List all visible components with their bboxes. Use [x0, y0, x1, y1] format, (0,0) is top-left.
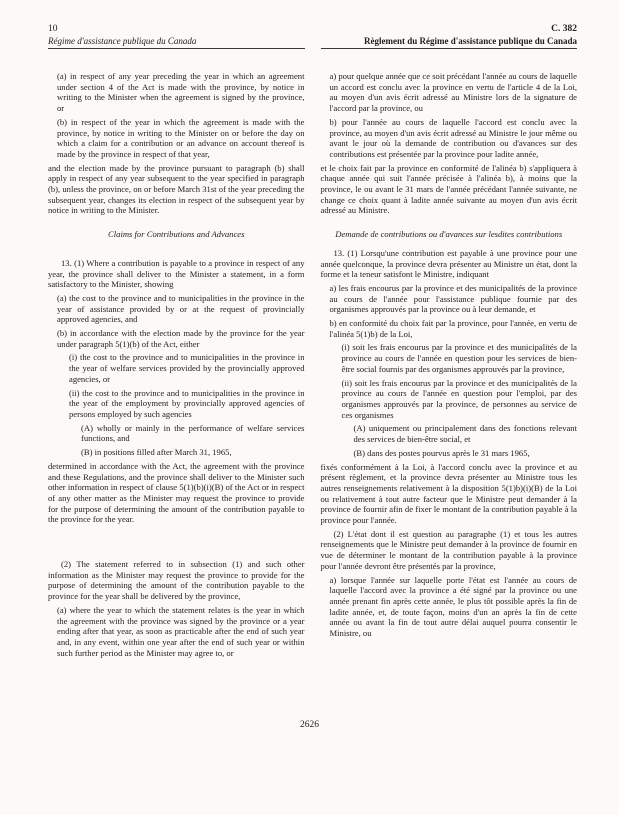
paragraph: (i) the cost to the province and to municipalities in the province in the year of welfare services provided by the provincially approved agencies, or	[69, 352, 305, 384]
paragraph: 13. (1) Where a contribution is payable to a province in respect of any year, the province shall deliver to the Minister a statement, in a form satisfactory to the Minister, showing	[48, 257, 305, 290]
running-head-french-regulation: Règlement du Régime d'assistance publique du Canada	[321, 36, 578, 49]
column-french	[321, 71, 578, 699]
paragraph: (a) in respect of any year preceding the year in which an agreement under section 4 of the Act is made with the province, by notice in writing to the Minister when the agreement is signed by the province, or	[57, 71, 305, 114]
paragraph: (ii) soit les frais encourus par la province et des municipalités de la province au cours de l'année en question pour l'emploi, par des organismes approuvés par la province, de personnes au service de ces organismes	[341, 377, 577, 420]
paragraph: (ii) the cost to the province and to municipalities in the province in the year of the employment by provincially approved agencies of persons employed by such agencies	[69, 387, 305, 419]
paragraph: (2) The statement referred to in subsection (1) and such other information as the Minister may request the province to provide for the purpose of determining the amount of the contribution payable to the province for the year shall be delivered by the province,	[48, 559, 305, 602]
paragraph: (a) where the year to which the statement relates is the year in which the agreement with the province was signed by the province or a year ending after that year, as soon as practicable after the end of such year and, in any event, within one year after the end of such year or within such further period as the Minister may agree to, or	[57, 604, 305, 658]
section-heading: Demande de contributions ou d'avances sur lesdites contributions	[335, 229, 563, 240]
running-head-french-act: Régime d'assistance publique du Canada	[48, 36, 305, 49]
two-column-body	[48, 71, 577, 699]
paragraph: b) pour l'année au cours de laquelle l'accord est conclu avec la province, au moyen d'un avis écrit adressé au Ministre le jour même ou avant le jour où la demande de contribution ou d'avances sur des contributions est présentée par la province pour ladite année,	[329, 116, 577, 159]
footer-page-number: 2626	[300, 720, 319, 730]
paragraph: 13. (1) Lorsqu'une contribution est payable à une province pour une année quelconque, la province devra présenter au Ministre un état, dont la forme et la teneur satisfont le Ministre, indiquant	[320, 247, 577, 280]
paragraph: (i) soit les frais encourus par la province et des municipalités de la province au cours de l'année en question pour les services de bien-être social fournis par des organismes approuvés par la province,	[341, 342, 577, 374]
header-page-number: 10	[48, 24, 58, 34]
paragraph: (b) in accordance with the election made by the province for the year under paragraph 5(1)(b) of the Act, either	[57, 328, 305, 349]
page-header	[48, 24, 577, 35]
paragraph: (2) L'état dont il est question au paragraphe (1) et tous les autres renseignements que le Ministre peut demander à la province de fournir en vue de déterminer le montant de la contribution payable à la province pour l'année devront être présentés par la province,	[320, 528, 577, 571]
paragraph: a) les frais encourus par la province et des municipalités de la province au cours de l'année pour l'assistance publique fournie par des organismes approuvés par la province ou à leur demande, et	[329, 282, 577, 315]
paragraph: (b) in respect of the year in which the agreement is made with the province, by notice in writing to the Minister on or before the day on which a claim for a contribution or an advance on account thereof is made by the province in respect of that year,	[57, 116, 305, 159]
paragraph: (A) wholly or mainly in the performance of welfare services functions, and	[81, 422, 305, 444]
paragraph: (A) uniquement ou principalement dans des fonctions relevant des services de bien-être social, et	[353, 423, 577, 445]
running-heads	[48, 36, 577, 49]
paragraph: determined in accordance with the Act, the agreement with the province and these Regulations, and the province shall deliver to the Minister such other information in respect of clause 5(1)(b)(i)(B) of the Act or in respect of any other matter as the Minister may request the province to provide for the purpose of determining the amount of the contribution payable to the province for the year.	[48, 460, 305, 525]
section-heading: Claims for Contributions and Advances	[108, 229, 245, 240]
paragraph: and the election made by the province pursuant to paragraph (b) shall apply in respect of any year subsequent to the year specified in paragraph (b), unless the province, on or before March 31st of the year preceding the subsequent year, changes its election in respect of the subsequent year by notice in writing to the Minister.	[48, 162, 305, 216]
paragraph: a) pour quelque année que ce soit précédant l'année au cours de laquelle un accord est conclu avec la province en vertu de l'article 4 de la Loi, au moyen d'un avis écrit adressé au Ministre lors de la signature de l'accord par la province, ou	[329, 71, 577, 114]
paragraph: (B) dans des postes pourvus après le 31 mars 1965,	[353, 447, 530, 458]
paragraph: et le choix fait par la province en conformité de l'alinéa b) s'appliquera à chaque année qui suit l'année précisée à l'alinéa b), à moins que la province, le ou avant le 31 mars de l'année précédant l'année suivante, ne change ce choix quant à ladite année suivante au moyen d'un avis écrit adressé au Ministre.	[320, 162, 577, 216]
paragraph: (B) in positions filled after March 31, 1965,	[81, 447, 232, 458]
paragraph: b) en conformité du choix fait par la province, pour l'année, en vertu de l'alinéa 5(1)b) de la Loi,	[329, 318, 577, 339]
paragraph: fixés conformément à la Loi, à l'accord conclu avec la province et au présent règlement, et la province devra présenter au Ministre tous les autres renseignements relativement à la disposition 5(1)b)(i)(B) de la Loi ou relativement à tout autre facteur que le Ministre peut demander à la province de fournir afin de fixer le montant de la contribution payable à la province pour l'année.	[320, 461, 577, 526]
header-chapter-number: C. 382	[551, 24, 577, 34]
paragraph: a) lorsque l'année sur laquelle porte l'état est l'année au cours de laquelle l'accord avec la province a été signé par la province ou une année prenant fin après cette année, le plus tôt possible après la fin de ladite année, et, de toute façon, moins d'un an après la fin de cette année ou avant la fin de tout autre délai auquel pourra consentir le Ministre, ou	[329, 574, 577, 639]
paragraph: (a) the cost to the province and to municipalities in the province in the year of assistance provided by or at the request of provincially approved agencies, and	[57, 292, 305, 325]
column-english	[48, 71, 305, 699]
page-footer	[0, 720, 619, 730]
